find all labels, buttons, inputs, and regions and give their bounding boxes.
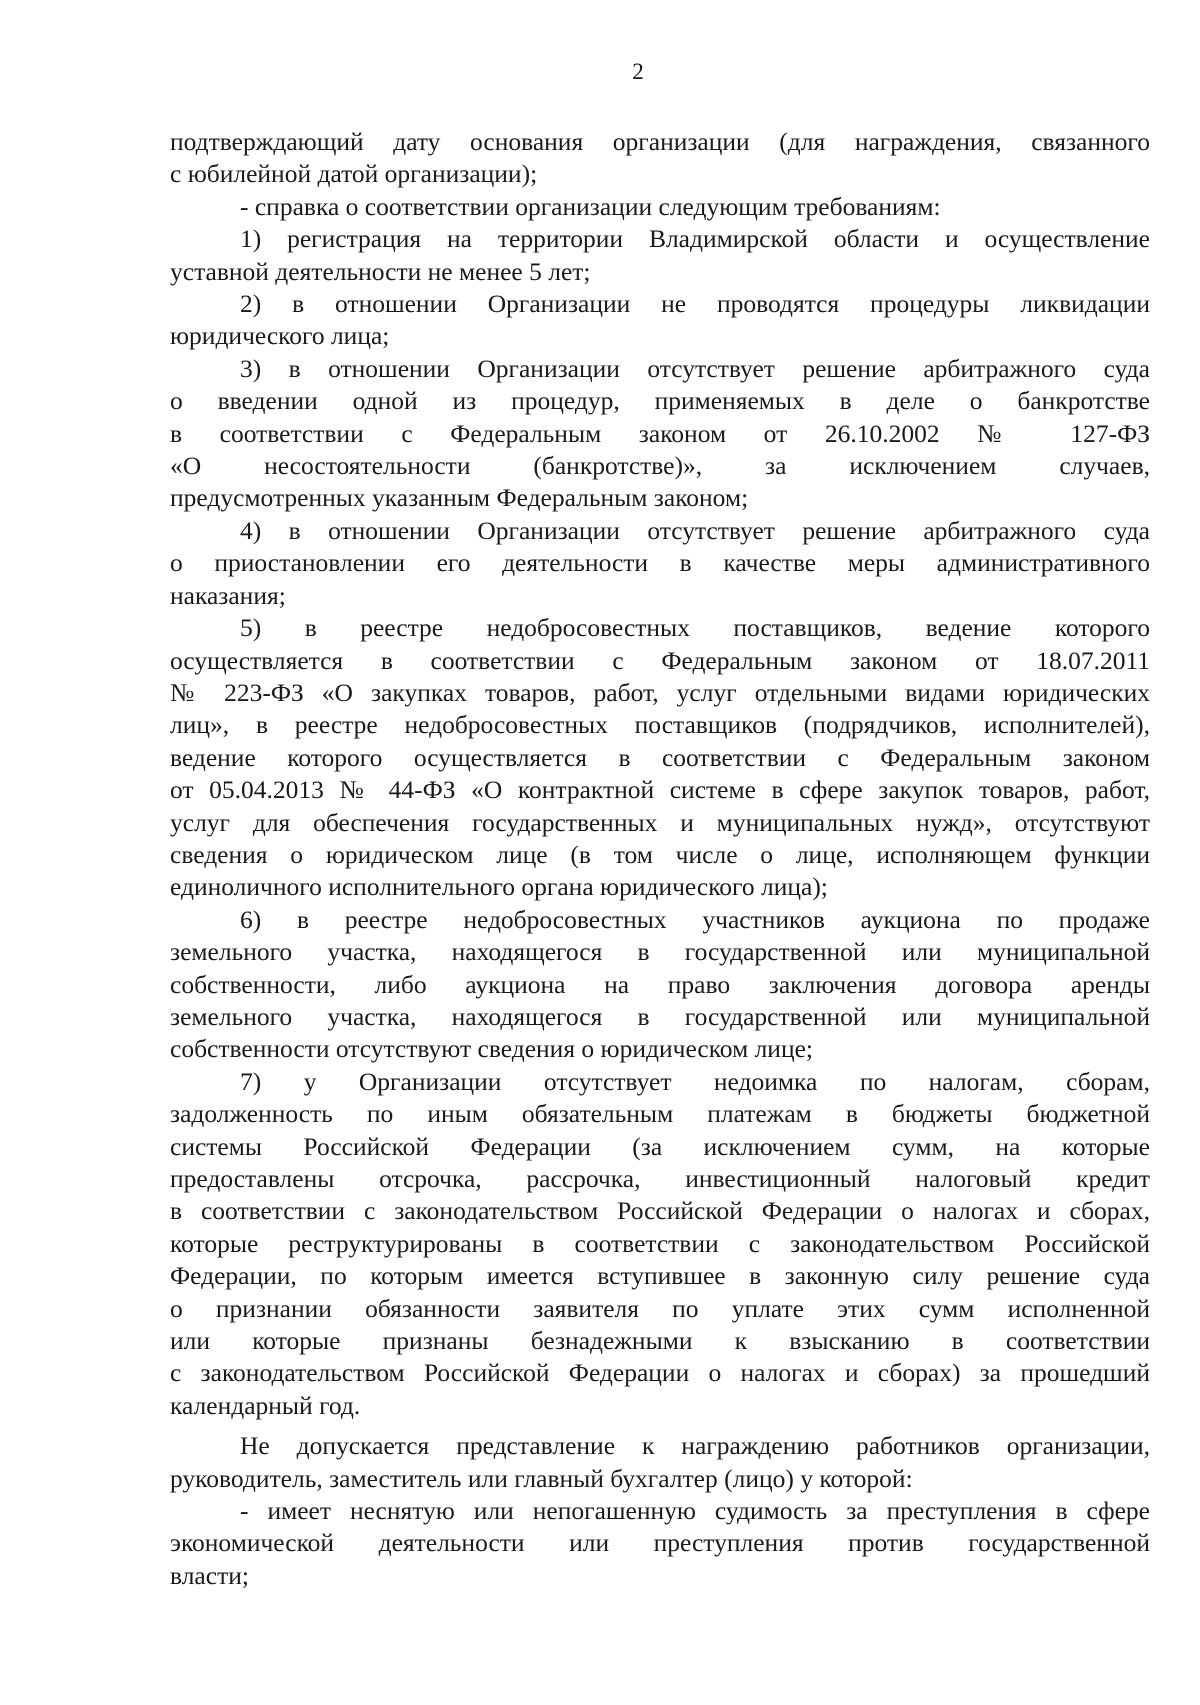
paragraph bbox=[170, 612, 1150, 904]
text-line: 6) в реестре недобросовестных участников аукциона по продаже bbox=[240, 904, 1150, 934]
text-line: задолженность по иным обязательным платежам в бюджеты бюджетной bbox=[170, 1099, 1150, 1129]
text-line: - имеет неснятую или непогашенную судимость за преступления в сфере bbox=[240, 1496, 1150, 1526]
text-line: или которые признаны безнадежными к взысканию в соответствии bbox=[170, 1326, 1150, 1356]
text-line: 1) регистрация на территории Владимирской области и осуществление bbox=[240, 224, 1150, 254]
text-line: 5) в реестре недобросовестных поставщиков, ведение которого bbox=[240, 613, 1150, 643]
text-line: подтверждающий дату основания организации (для награждения, связанного bbox=[170, 127, 1150, 156]
paragraph bbox=[170, 223, 1150, 288]
text-line: руководитель, заместитель или главный бухгалтер (лицо) у которой: bbox=[170, 1463, 913, 1493]
paragraph bbox=[170, 904, 1150, 1066]
text-line: юридического лица; bbox=[170, 321, 390, 351]
page-number: 2 bbox=[632, 59, 644, 84]
paragraph bbox=[170, 353, 1150, 515]
text-line: собственности отсутствуют сведения о юридическом лице; bbox=[170, 1034, 814, 1064]
text-line: которые реструктурированы в соответствии с законодательством Российской bbox=[170, 1228, 1150, 1258]
text-line: системы Российской Федерации (за исключением сумм, на которые bbox=[170, 1131, 1150, 1161]
paragraph bbox=[170, 1495, 1150, 1592]
text-line: в соответствии с Федеральным законом от 26.10.2002 № 127-ФЗ bbox=[170, 418, 1150, 448]
paragraph bbox=[170, 1430, 1150, 1495]
text-line: осуществляется в соответствии с Федеральным законом от 18.07.2011 bbox=[170, 645, 1150, 675]
text-line: «О несостоятельности (банкротстве)», за исключением случаев, bbox=[170, 451, 1150, 481]
text-line: экономической деятельности или преступления против государственной bbox=[170, 1528, 1150, 1558]
paragraph bbox=[170, 191, 1150, 223]
text-line: предоставлены отсрочка, рассрочка, инвестиционный налоговый кредит bbox=[170, 1164, 1150, 1193]
text-line: 2) в отношении Организации не проводятся процедуры ликвидации bbox=[240, 289, 1150, 319]
text-line: о признании обязанности заявителя по уплате этих сумм исполненной bbox=[170, 1293, 1150, 1323]
text-line: сведения о юридическом лице (в том числе о лице, исполняющем функции bbox=[170, 839, 1150, 869]
text-line: земельного участка, находящегося в государственной или муниципальной bbox=[170, 937, 1150, 967]
paragraph bbox=[170, 288, 1150, 353]
text-line: уставной деятельности не менее 5 лет; bbox=[170, 256, 591, 286]
text-line: с юбилейной датой организации); bbox=[170, 159, 538, 189]
document-body bbox=[170, 126, 1150, 1592]
text-line: о введении одной из процедур, применяемых в деле о банкротстве bbox=[170, 386, 1150, 416]
paragraph bbox=[170, 515, 1150, 612]
text-line: № 223-ФЗ «О закупках товаров, работ, услуг отдельными видами юридических bbox=[170, 677, 1150, 707]
text-line: наказания; bbox=[170, 580, 286, 610]
text-line: 3) в отношении Организации отсутствует решение арбитражного суда bbox=[240, 353, 1150, 383]
text-line: календарный год. bbox=[170, 1390, 361, 1420]
text-line: от 05.04.2013 № 44-ФЗ «О контрактной системе в сфере закупок товаров, работ, bbox=[170, 775, 1150, 805]
text-line: услуг для обеспечения государственных и муниципальных нужд», отсутствуют bbox=[170, 807, 1150, 837]
text-line: собственности, либо аукциона на право заключения договора аренды bbox=[170, 969, 1150, 999]
text-line: лиц», в реестре недобросовестных поставщиков (подрядчиков, исполнителей), bbox=[170, 710, 1150, 740]
text-line: власти; bbox=[170, 1560, 249, 1590]
text-line: земельного участка, находящегося в государственной или муниципальной bbox=[170, 1001, 1150, 1031]
text-line: Не допускается представление к награждению работников организации, bbox=[240, 1431, 1150, 1461]
paragraph bbox=[170, 1066, 1150, 1422]
text-line: Федерации, по которым имеется вступившее в законную силу решение суда bbox=[170, 1261, 1150, 1291]
text-line: о приостановлении его деятельности в качестве меры административного bbox=[170, 548, 1150, 578]
paragraph bbox=[170, 126, 1150, 191]
text-line: 7) у Организации отсутствует недоимка по налогам, сборам, bbox=[240, 1066, 1150, 1096]
text-line: - справка о соответствии организации следующим требованиям: bbox=[240, 191, 941, 221]
text-line: предусмотренных указанным Федеральным законом; bbox=[170, 483, 749, 513]
text-line: единоличного исполнительного органа юридического лица); bbox=[170, 872, 828, 902]
text-line: 4) в отношении Организации отсутствует решение арбитражного суда bbox=[240, 515, 1150, 545]
text-line: ведение которого осуществляется в соответствии с Федеральным законом bbox=[170, 742, 1150, 772]
text-line: с законодательством Российской Федерации о налогах и сборах) за прошедший bbox=[170, 1358, 1150, 1388]
text-line: в соответствии с законодательством Российской Федерации о налогах и сборах, bbox=[170, 1196, 1150, 1226]
